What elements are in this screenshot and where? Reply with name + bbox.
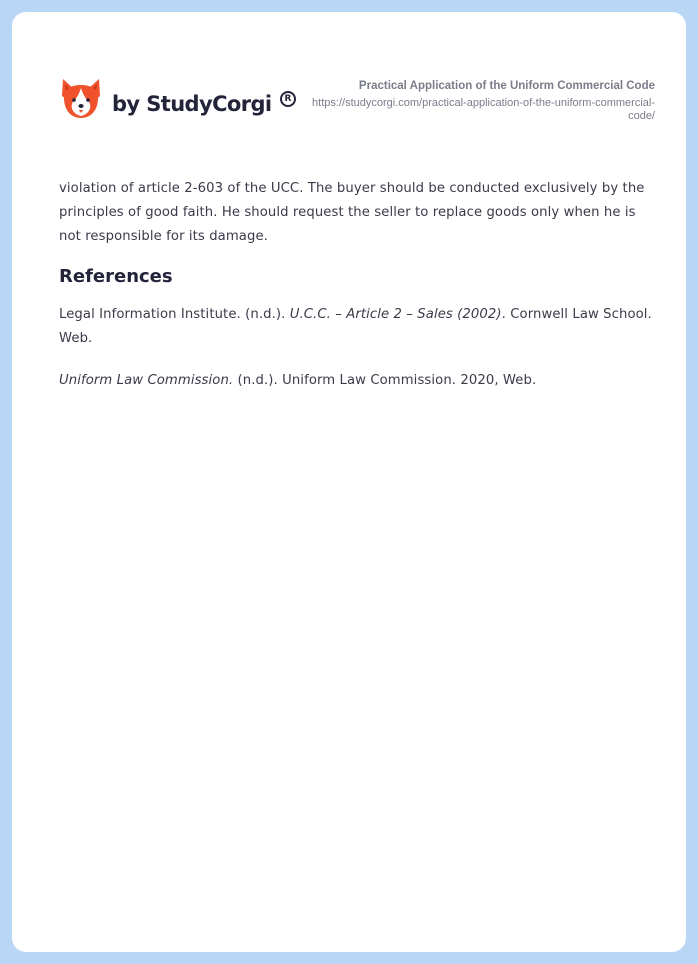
references-heading: References [59,266,173,287]
reference-suffix: . Cornwell Law School. Web. [59,307,652,346]
reference-suffix: (n.d.). Uniform Law Commission. 2020, Web. [233,373,537,388]
corgi-head-icon [60,76,102,122]
reference-item [59,303,655,351]
reference-title: U.C.C. – Article 2 – Sales (2002) [289,307,502,322]
reference-prefix: Legal Information Institute. (n.d.). [59,307,290,322]
document-page [12,12,686,952]
document-url[interactable]: https://studycorgi.com/practical-application-of-the-uniform-commercial-code/ [312,97,655,122]
reference-title: Uniform Law Commission. [59,373,234,388]
reference-item [59,369,655,393]
body-paragraph: violation of article 2-603 of the UCC. The buyer should be conducted exclusively by the principles of good faith. He should request the seller to replace goods only when he is not responsible for its damage. [59,181,645,244]
document-title: Practical Application of the Uniform Commercial Code [358,80,655,92]
brand-name: by StudyCorgi [112,91,272,116]
studycorgi-logo[interactable] [60,76,272,122]
registered-trademark-icon: R [280,91,296,107]
